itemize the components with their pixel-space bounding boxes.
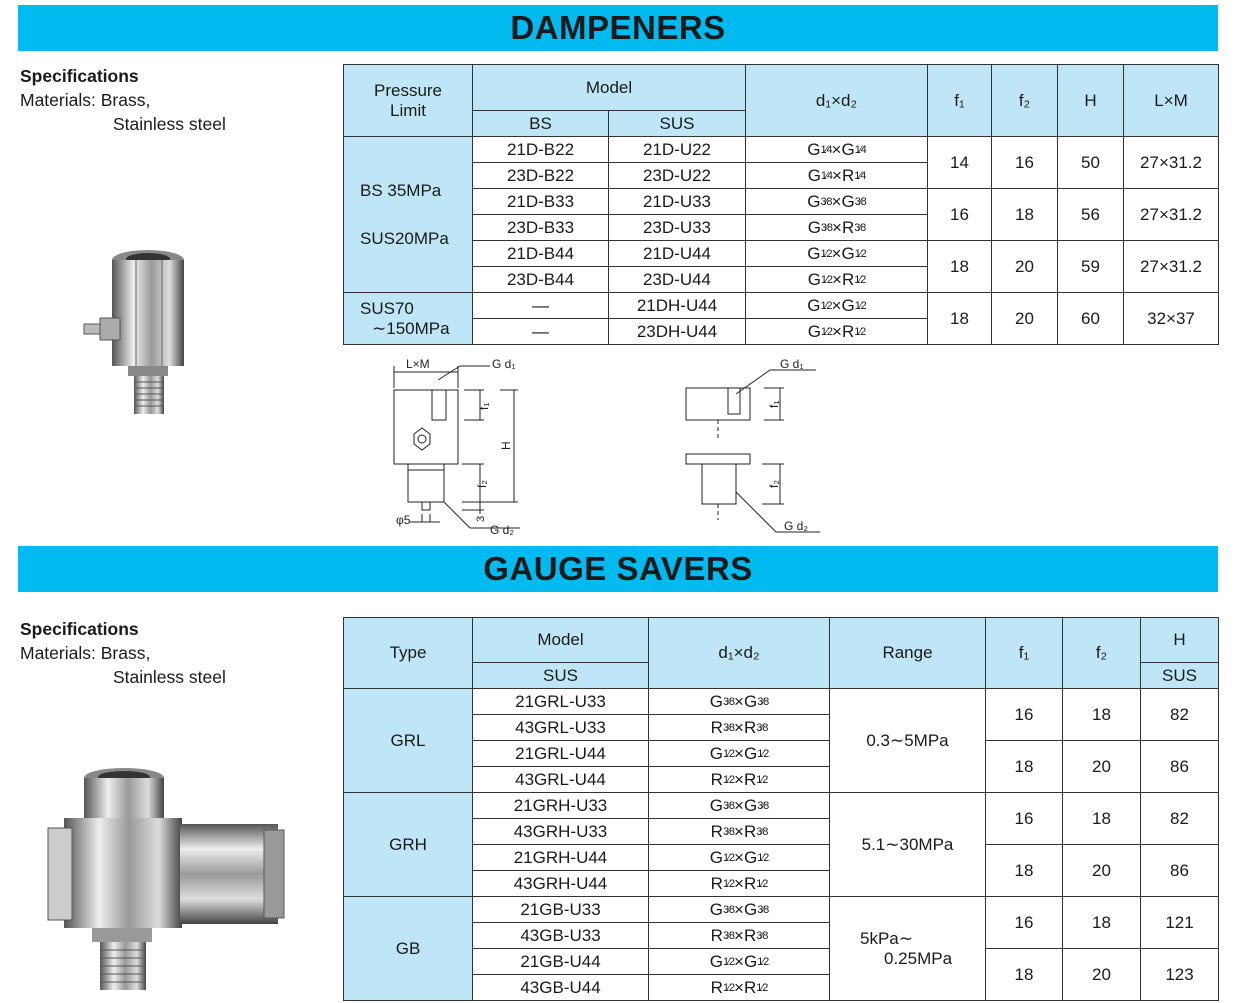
thread-cell-part: G: [807, 191, 821, 211]
label-f1: f₁: [477, 402, 491, 410]
thread-cell-part: ×: [734, 821, 744, 841]
model-cell: 21GRH-U33: [473, 793, 649, 819]
model-sus-cell: 21D-U22: [609, 137, 746, 163]
thread-cell-part: 3⁄8: [722, 799, 735, 812]
h-cell: 86: [1141, 741, 1219, 793]
f1-cell: 16: [986, 793, 1063, 845]
thread-cell-part: 1⁄2: [757, 955, 769, 968]
thread-cell-part: G: [807, 139, 821, 159]
thread-cell-part: ×: [734, 769, 744, 789]
dampeners-specifications: [20, 64, 226, 136]
thread-cell-part: 3⁄8: [756, 929, 768, 942]
label-three: 3: [475, 515, 487, 522]
label-h: H: [499, 441, 513, 450]
thread-cell-part: G: [807, 295, 821, 315]
thread-cell-part: G: [841, 191, 855, 211]
header-f1: f₁: [986, 618, 1063, 689]
thread-cell-part: 3⁄8: [854, 195, 866, 208]
thread-cell-part: R: [710, 769, 723, 789]
range-cell: [830, 689, 986, 793]
model-bs-cell: 23D-B44: [473, 267, 609, 293]
thread-cell-part: 1⁄2: [854, 247, 866, 260]
model-sus-cell: 21D-U33: [609, 189, 746, 215]
pressure-line: SUS70: [360, 298, 414, 318]
h-cell: 56: [1058, 189, 1124, 241]
header-f2: f₂: [992, 65, 1058, 137]
table-row: [344, 293, 1219, 319]
range-line: 0.25MPa: [884, 948, 953, 968]
thread-cell-part: ×: [831, 191, 842, 211]
thread-cell-part: 3⁄8: [722, 695, 735, 708]
header-bs: BS: [473, 111, 609, 137]
f1-cell: 18: [986, 845, 1063, 897]
thread-cell-part: 3⁄8: [722, 929, 735, 942]
f1-cell: 18: [986, 949, 1063, 1001]
thread-cell-part: G: [709, 691, 723, 711]
lxm-cell: 27×31.2: [1124, 189, 1219, 241]
f1-cell: 16: [928, 189, 992, 241]
thread-cell: [746, 163, 928, 189]
model-cell: 21GB-U33: [473, 897, 649, 923]
thread-cell-part: ×: [734, 899, 744, 919]
section-label-gd2: G d₂: [784, 519, 808, 533]
thread-cell-part: 1⁄2: [820, 247, 832, 260]
thread-cell: [649, 975, 830, 1001]
section-label-gd1: G d₁: [780, 357, 804, 371]
f1-cell: 18: [986, 741, 1063, 793]
f2-cell: 20: [1063, 845, 1141, 897]
model-bs-cell: 21D-B33: [473, 189, 609, 215]
pressure-line: SUS20MPa: [360, 228, 449, 248]
header-d1d2: d₁×d₂: [746, 65, 928, 137]
thread-cell-part: R: [841, 165, 855, 185]
thread-cell-part: 1⁄2: [820, 325, 832, 338]
thread-cell-part: R: [710, 821, 723, 841]
thread-cell-part: 1⁄2: [722, 877, 735, 890]
f2-cell: 20: [1063, 741, 1141, 793]
f2-cell: 18: [1063, 689, 1141, 741]
thread-cell-part: 1⁄2: [854, 325, 866, 338]
thread-cell-part: ×: [734, 691, 744, 711]
table-row: [344, 897, 1219, 923]
model-cell: 43GRH-U44: [473, 871, 649, 897]
thread-cell-part: 1⁄2: [722, 981, 735, 994]
thread-cell-part: 1⁄2: [722, 747, 735, 760]
thread-cell: [649, 715, 830, 741]
header-model: Model: [473, 618, 649, 663]
table-row: [344, 189, 1219, 215]
thread-cell-part: G: [807, 321, 821, 341]
thread-cell-part: G: [807, 243, 821, 263]
label-gd2: G d₂: [490, 523, 514, 537]
thread-cell-part: 3⁄8: [722, 825, 735, 838]
range-line: 0.3∼5MPa: [866, 730, 949, 750]
thread-cell-part: ×: [734, 743, 744, 763]
thread-cell-part: 1⁄2: [722, 955, 735, 968]
spec-title: Specifications: [20, 619, 139, 639]
h-cell: 59: [1058, 241, 1124, 293]
model-sus-cell: 23D-U44: [609, 267, 746, 293]
gauge-savers-banner: [18, 546, 1218, 592]
section-label-f2: f₂: [767, 480, 781, 488]
range-line: 5.1∼30MPa: [861, 834, 954, 854]
material-brass: Brass,: [100, 90, 151, 110]
table-row: [344, 689, 1219, 715]
thread-cell-part: ×: [832, 321, 842, 341]
h-cell: 82: [1141, 689, 1219, 741]
label-lxm: L×M: [406, 357, 430, 371]
thread-cell-part: R: [743, 821, 757, 841]
section-label-f1: f₁: [767, 400, 781, 408]
pressure-limit-cell: [344, 137, 473, 293]
f2-cell: 20: [992, 293, 1058, 345]
model-sus-cell: 23D-U22: [609, 163, 746, 189]
thread-cell-part: ×: [734, 847, 744, 867]
model-sus-cell: 21D-U44: [609, 241, 746, 267]
pressure-line: ∼150MPa: [372, 318, 450, 338]
thread-cell-part: 1⁄2: [756, 773, 768, 786]
thread-cell-part: 1⁄2: [854, 273, 866, 286]
thread-cell-part: G: [709, 743, 723, 763]
thread-cell-part: 1⁄4: [854, 169, 866, 182]
table-row: [344, 241, 1219, 267]
thread-cell-part: R: [710, 873, 723, 893]
thread-cell-part: R: [841, 321, 855, 341]
pressure-limit-cell: [344, 293, 473, 345]
thread-cell: [746, 241, 928, 267]
thread-cell-part: ×: [832, 269, 842, 289]
thread-cell-part: ×: [734, 925, 744, 945]
thread-cell: [746, 215, 928, 241]
label-gd1: G d₁: [492, 357, 516, 371]
thread-cell-part: R: [743, 717, 757, 737]
thread-cell-part: ×: [734, 873, 744, 893]
header-d1d2: d₁×d₂: [649, 618, 830, 689]
header-model: Model: [473, 65, 746, 111]
f2-cell: 18: [992, 189, 1058, 241]
label-phi5: φ5: [396, 513, 411, 527]
thread-cell-part: ×: [734, 717, 744, 737]
dampeners-title: DAMPENERS: [510, 9, 726, 46]
dampeners-table: [343, 64, 1219, 345]
thread-cell: [746, 137, 928, 163]
model-cell: 21GRL-U33: [473, 689, 649, 715]
thread-cell-part: R: [710, 977, 723, 997]
thread-cell: [649, 767, 830, 793]
model-bs-cell: 23D-B33: [473, 215, 609, 241]
header-model-sus: SUS: [473, 663, 649, 689]
thread-cell: [649, 949, 830, 975]
model-bs-cell: —: [473, 293, 609, 319]
thread-cell-part: 3⁄8: [757, 799, 769, 812]
label-f2: f₂: [475, 480, 489, 488]
materials-label: Materials:: [20, 90, 96, 110]
materials-label: Materials:: [20, 643, 96, 663]
model-cell: 43GRL-U33: [473, 715, 649, 741]
h-cell: 86: [1141, 845, 1219, 897]
f2-cell: 20: [1063, 949, 1141, 1001]
gauge-savers-table: [343, 617, 1219, 1001]
thread-cell-part: G: [709, 847, 723, 867]
thread-cell-part: R: [710, 717, 723, 737]
thread-cell-part: G: [807, 269, 821, 289]
model-cell: 43GRL-U44: [473, 767, 649, 793]
thread-cell-part: G: [807, 217, 821, 237]
thread-cell-part: G: [743, 899, 758, 919]
thread-cell-part: 3⁄8: [756, 721, 768, 734]
thread-cell-part: ×: [832, 217, 842, 237]
f1-cell: 16: [986, 689, 1063, 741]
h-cell: 121: [1141, 897, 1219, 949]
model-bs-cell: 21D-B44: [473, 241, 609, 267]
model-cell: 21GRH-U44: [473, 845, 649, 871]
model-bs-cell: 23D-B22: [473, 163, 609, 189]
f1-cell: 16: [986, 897, 1063, 949]
thread-cell: [649, 845, 830, 871]
thread-cell-part: G: [743, 795, 758, 815]
thread-cell-part: 1⁄2: [722, 851, 735, 864]
thread-cell-part: 3⁄8: [757, 903, 769, 916]
thread-cell: [746, 319, 928, 345]
header-f1: f₁: [928, 65, 992, 137]
thread-cell-part: G: [841, 243, 855, 263]
f1-cell: 14: [928, 137, 992, 189]
thread-cell: [649, 793, 830, 819]
f1-cell: 18: [928, 293, 992, 345]
thread-cell-part: R: [743, 977, 757, 997]
gauge-savers-specifications: [20, 617, 226, 689]
h-cell: 50: [1058, 137, 1124, 189]
thread-cell-part: G: [743, 951, 758, 971]
header-lxm: L×M: [1124, 65, 1219, 137]
type-cell: GRH: [344, 793, 473, 897]
thread-cell-part: 3⁄8: [722, 721, 735, 734]
thread-cell: [649, 741, 830, 767]
thread-cell-part: 1⁄4: [854, 143, 866, 156]
f2-cell: 18: [1063, 897, 1141, 949]
thread-cell-part: ×: [734, 795, 744, 815]
f2-cell: 20: [992, 241, 1058, 293]
thread-cell-part: 1⁄2: [757, 747, 769, 760]
thread-cell-part: 1⁄2: [756, 981, 768, 994]
f1-cell: 18: [928, 241, 992, 293]
thread-cell-part: ×: [831, 295, 842, 315]
thread-cell-part: G: [743, 847, 758, 867]
model-cell: 43GRH-U33: [473, 819, 649, 845]
thread-cell-part: R: [841, 217, 855, 237]
thread-cell-part: ×: [734, 977, 744, 997]
thread-cell-part: G: [841, 139, 855, 159]
lxm-cell: 32×37: [1124, 293, 1219, 345]
pressure-line: BS 35MPa: [360, 180, 442, 200]
thread-cell-part: 1⁄2: [854, 299, 866, 312]
thread-cell-part: R: [743, 925, 757, 945]
thread-cell-part: 1⁄2: [756, 877, 768, 890]
thread-cell-part: R: [743, 769, 757, 789]
thread-cell-part: 1⁄2: [757, 851, 769, 864]
thread-cell-part: G: [841, 295, 855, 315]
thread-cell: [649, 897, 830, 923]
thread-cell-part: 3⁄8: [854, 221, 866, 234]
thread-cell-part: 1⁄2: [722, 773, 735, 786]
spec-title: Specifications: [20, 66, 139, 86]
thread-cell-part: 1⁄2: [820, 273, 832, 286]
thread-cell: [649, 689, 830, 715]
model-cell: 21GRL-U44: [473, 741, 649, 767]
table-row: [344, 137, 1219, 163]
thread-cell: [746, 267, 928, 293]
dampener-diagram-section: [680, 352, 830, 542]
thread-cell-part: 3⁄8: [820, 195, 832, 208]
model-bs-cell: —: [473, 319, 609, 345]
thread-cell: [649, 819, 830, 845]
header-pressure-limit: Pressure Limit: [344, 65, 473, 137]
header-h: H: [1141, 618, 1219, 663]
thread-cell: [746, 189, 928, 215]
table-row: [344, 741, 1219, 767]
thread-cell: [649, 923, 830, 949]
thread-cell-part: R: [743, 873, 757, 893]
thread-cell-part: R: [710, 925, 723, 945]
thread-cell-part: G: [709, 899, 723, 919]
thread-cell-part: 3⁄8: [722, 903, 735, 916]
dampeners-banner: [18, 5, 1218, 51]
thread-cell-part: ×: [831, 243, 842, 263]
thread-cell: [649, 871, 830, 897]
header-type: Type: [344, 618, 473, 689]
range-cell: [830, 897, 986, 1001]
thread-cell: [746, 293, 928, 319]
thread-cell-part: 1⁄4: [820, 169, 832, 182]
gauge-savers-title: GAUGE SAVERS: [483, 550, 753, 587]
model-sus-cell: 23D-U33: [609, 215, 746, 241]
thread-cell-part: G: [709, 795, 723, 815]
thread-cell-part: ×: [734, 951, 744, 971]
f2-cell: 16: [992, 137, 1058, 189]
table-row: [344, 845, 1219, 871]
material-stainless: Stainless steel: [113, 114, 226, 134]
dampener-photo: [78, 246, 198, 418]
header-range: Range: [830, 618, 986, 689]
type-cell: GB: [344, 897, 473, 1001]
material-stainless: Stainless steel: [113, 667, 226, 687]
header-f2: f₂: [1063, 618, 1141, 689]
thread-cell-part: ×: [831, 139, 842, 159]
table-row: [344, 793, 1219, 819]
range-cell: [830, 793, 986, 897]
h-cell: 123: [1141, 949, 1219, 1001]
thread-cell-part: 3⁄8: [756, 825, 768, 838]
f2-cell: 18: [1063, 793, 1141, 845]
model-cell: 43GB-U33: [473, 923, 649, 949]
thread-cell-part: G: [709, 951, 723, 971]
range-line: 5kPa∼: [860, 928, 913, 948]
dampener-diagram-side: [380, 352, 530, 542]
thread-cell-part: ×: [832, 165, 842, 185]
model-sus-cell: 23DH-U44: [609, 319, 746, 345]
model-sus-cell: 21DH-U44: [609, 293, 746, 319]
thread-cell-part: R: [841, 269, 855, 289]
header-sus: SUS: [609, 111, 746, 137]
type-cell: GRL: [344, 689, 473, 793]
thread-cell-part: 1⁄4: [820, 143, 832, 156]
table-row: [344, 949, 1219, 975]
thread-cell-part: G: [807, 165, 821, 185]
material-brass: Brass,: [100, 643, 151, 663]
thread-cell-part: 1⁄2: [820, 299, 832, 312]
h-cell: 82: [1141, 793, 1219, 845]
thread-cell-part: G: [743, 743, 758, 763]
header-h-sus: SUS: [1141, 663, 1219, 689]
model-cell: 21GB-U44: [473, 949, 649, 975]
model-cell: 43GB-U44: [473, 975, 649, 1001]
thread-cell-part: 3⁄8: [820, 221, 832, 234]
thread-cell-part: 3⁄8: [757, 695, 769, 708]
h-cell: 60: [1058, 293, 1124, 345]
lxm-cell: 27×31.2: [1124, 241, 1219, 293]
gauge-saver-photo: [44, 766, 294, 996]
lxm-cell: 27×31.2: [1124, 137, 1219, 189]
header-h: H: [1058, 65, 1124, 137]
thread-cell-part: G: [743, 691, 758, 711]
model-bs-cell: 21D-B22: [473, 137, 609, 163]
